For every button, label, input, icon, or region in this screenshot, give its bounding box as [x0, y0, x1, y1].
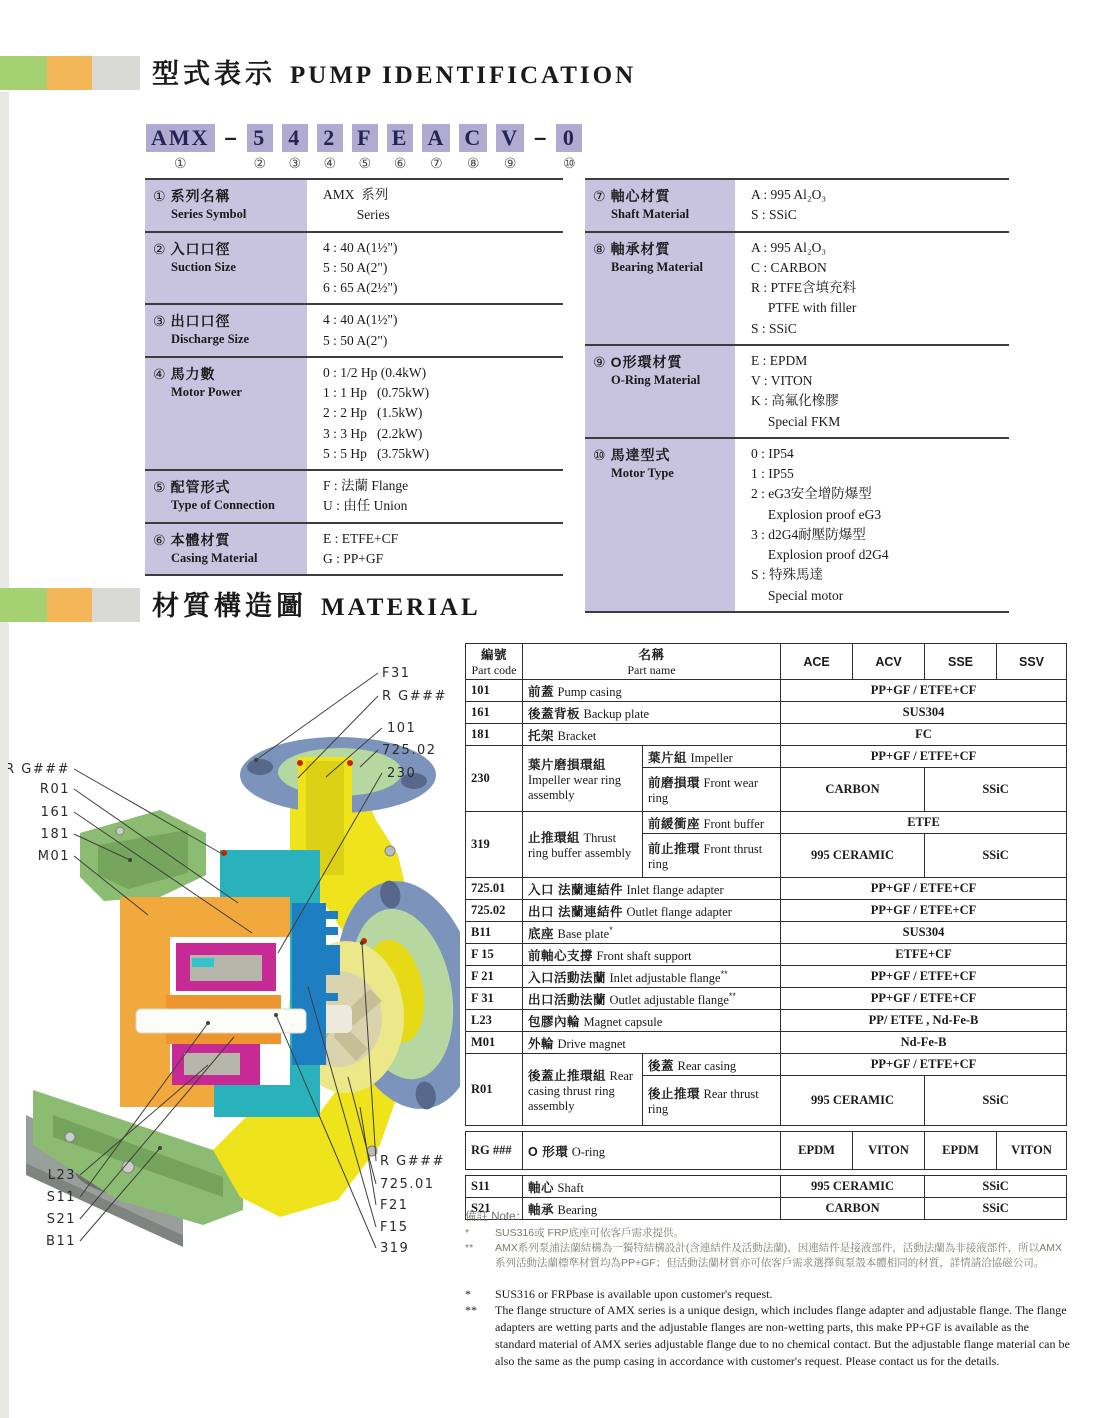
table-row: 725.01 入口 法蘭連結件 Inlet flange adapter PP+GF / ETFE+CF [466, 878, 1067, 900]
pump-cutaway-diagram [8, 645, 460, 1265]
section1-title [152, 52, 636, 91]
table-row: 前止推環 Front thrust ring 995 CERAMIC SSiC [466, 834, 1067, 878]
table-row: ① 系列名稱 Series Symbol AMX 系列 Series [145, 180, 563, 233]
spec-table-right [585, 178, 1009, 613]
term-en: Type of Connection [171, 498, 275, 512]
term-zh: 系列名稱 [170, 188, 231, 204]
term-en: Motor Type [611, 465, 674, 480]
notes-label: 備註 Note： [465, 1211, 527, 1223]
section2-title-zh: 材質構造圖 [152, 591, 307, 621]
table-row: 230 葉片磨損環組 Impeller wear ring assembly 葉片組 Impeller PP+GF / ETFE+CF [466, 746, 1067, 768]
option-line: 6 : 65 A(2½") [323, 280, 398, 295]
code-segment: 2 ④ [317, 124, 343, 172]
term-zh: 本體材質 [170, 531, 231, 548]
diagram-label: R G### [380, 1154, 445, 1169]
option-line: E : ETFE+CF [323, 530, 399, 546]
table-row: 181 托架 Bracket FC [466, 724, 1067, 746]
option-line: 3 : d2G4耐壓防爆型 [751, 526, 866, 542]
table-row: R01 後蓋止推環組 Rear casing thrust ring assembly 後蓋 Rear casing PP+GF / ETFE+CF [466, 1054, 1067, 1076]
spec-table-left [145, 178, 563, 576]
table-row: ⑧ 軸承材質 Bearing Material A : 995 Al₂O₃ C : CARBON R : PTFE含填充料 PTFE with filler S : SSiC [585, 233, 1009, 346]
code-dash: – [224, 125, 237, 150]
option-line: A : 995 Al₂O₃ [751, 239, 827, 255]
code-segment: C ⑧ [459, 124, 487, 172]
material-table-main [465, 643, 1067, 1126]
green-block [0, 56, 47, 90]
option-line: 5 : 50 A(2") [323, 259, 388, 275]
diagram-label: F31 [382, 666, 411, 681]
spec-options [307, 358, 563, 469]
option-line: Special FKM [751, 413, 841, 429]
diagram-label: M01 [37, 849, 70, 864]
diagram-label: 725.01 [380, 1177, 435, 1192]
option-line: 3 : 3 Hp (2.2kW) [323, 425, 423, 441]
table-row: 319 止推環組 Thrust ring buffer assembly 前緩衝座 Front buffer ETFE [466, 812, 1067, 834]
material-table [465, 643, 1066, 1220]
col-acv: ACV [853, 644, 925, 680]
table-row: ⑦ 軸心材質 Shaft Material A : 995 Al₂O₃ S : SSiC [585, 180, 1009, 233]
diagram-label: 230 [387, 766, 417, 781]
orange-block [47, 588, 92, 622]
table-row: F 21 入口活動法蘭 Inlet adjustable flange** PP+GF / ETFE+CF [466, 966, 1067, 988]
spec-options [307, 180, 563, 231]
option-line: 5 : 50 A(2") [323, 332, 388, 348]
table-row: ⑥ 本體材質 Casing Material E : ETFE+CF G : PP+GF [145, 524, 563, 577]
diagram-label: 725.02 [382, 743, 437, 758]
table-row: L23 包膠內輪 Magnet capsule PP/ ETFE , Nd-Fe-B [466, 1010, 1067, 1032]
option-line: G : PP+GF [323, 550, 384, 566]
code-segment: F ⑤ [352, 124, 378, 172]
table-row: 101 前蓋 Pump casing PP+GF / ETFE+CF [466, 680, 1067, 702]
table-row: 前磨損環 Front wear ring CARBON SSiC [466, 768, 1067, 812]
diagram-label: B11 [46, 1234, 76, 1249]
term-en: Discharge Size [171, 332, 250, 347]
term-en: Bearing Material [611, 259, 703, 274]
table-row: RG ### O 形環 O-ring EPDM VITON EPDM VITON [466, 1132, 1067, 1170]
option-line: 1 : IP55 [751, 466, 794, 481]
table-row: ② 入口口徑 Suction Size 4 : 40 A(1½") 5 : 50 A(2") 6 : 65 A(2½") [145, 233, 563, 306]
option-line: Explosion proof d2G4 [751, 547, 889, 562]
diagram-label: 319 [380, 1241, 410, 1256]
gray-block [92, 56, 140, 90]
table-row: ⑨ O形環材質 O-Ring Material E : EPDM V : VITON K : 高氟化橡膠 Special FKM [585, 346, 1009, 439]
option-line: 1 : 1 Hp (0.75kW) [323, 385, 430, 400]
option-line: 0 : IP54 [751, 445, 794, 461]
term-zh: 軸心材質 [610, 188, 671, 204]
spec-options [307, 471, 563, 522]
col-ace: ACE [781, 644, 853, 680]
spec-options [735, 180, 1009, 231]
option-line: S : 特殊馬達 [751, 567, 824, 583]
note-item: ** The flange structure of AMX series is a unique design, which includes flange adapter and adjustable flange. The flange adapters are wetting parts and the adjustable flanges are non-wetting parts, this make PP+GF is available as the standard material of AMX series adjustable flange due to no chemical contact. But the adjustable flange material can be also the same as the pump casing in accordance with customer's request. Please contact us for the details. [465, 1303, 1070, 1368]
table-row: 後止推環 Rear thrust ring 995 CERAMIC SSiC [466, 1076, 1067, 1126]
diagram-label: R G### [382, 689, 447, 704]
section2-title [152, 584, 481, 623]
option-line: V : VITON [751, 373, 813, 388]
shaft-shape [136, 1009, 306, 1033]
term-zh: 軸承材質 [610, 240, 671, 257]
code-segment: 4 ③ [282, 124, 308, 172]
option-line: 4 : 40 A(1½") [323, 239, 398, 255]
option-line: F : 法蘭 Flange [323, 478, 409, 493]
spec-options [307, 233, 563, 304]
spec-options [735, 346, 1009, 437]
diagram-label: R G### [8, 762, 70, 777]
section1-color-bar [0, 56, 140, 90]
term-en: Shaft Material [611, 207, 690, 221]
table-row: S11 軸心 Shaft 995 CERAMIC SSiC [466, 1176, 1067, 1198]
term-en: Suction Size [171, 259, 236, 274]
code-segment: A ⑦ [422, 124, 450, 172]
term-en: O-Ring Material [611, 372, 701, 387]
section1-title-en: PUMP IDENTIFICATION [290, 62, 637, 89]
option-line: AMX 系列 [323, 187, 389, 202]
term-en: Motor Power [171, 384, 242, 399]
option-line: U : 由任 Union [323, 498, 408, 514]
diagram-label: 161 [40, 805, 70, 820]
diagram-label: S11 [46, 1190, 76, 1205]
model-code [146, 124, 582, 172]
note-item: * SUS316 or FRPbase is available upon customer's request. [465, 1286, 773, 1301]
spec-options [307, 524, 563, 575]
spec-options [735, 233, 1009, 344]
note-item: * SUS316或 FRP底座可依客戶需求提供。 [465, 1227, 685, 1239]
option-line: S : SSiC [751, 207, 797, 223]
term-zh: 入口口徑 [170, 240, 231, 257]
term-zh: 馬力數 [170, 365, 216, 382]
diagram-label: S21 [46, 1212, 76, 1227]
orange-block [47, 56, 92, 90]
section2-title-en: MATERIAL [321, 594, 481, 621]
term-en: Series Symbol [171, 207, 247, 221]
col-ssv: SSV [997, 644, 1067, 680]
code-segment: V ⑨ [496, 124, 524, 172]
table-row: B11 底座 Base plate* SUS304 [466, 922, 1067, 944]
code-dash: – [534, 125, 547, 150]
table-row: F 15 前軸心支撐 Front shaft support ETFE+CF [466, 944, 1067, 966]
option-line: PTFE with filler [751, 300, 857, 316]
term-zh: 馬達型式 [610, 446, 671, 463]
option-line: K : 高氟化橡膠 [751, 393, 839, 409]
table-row: 725.02 出口 法蘭連結件 Outlet flange adapter PP+GF / ETFE+CF [466, 900, 1067, 922]
col-sse: SSE [925, 644, 997, 680]
table-row: ④ 馬力數 Motor Power 0 : 1/2 Hp (0.4kW) 1 : 1 Hp (0.75kW) 2 : 2 Hp (1.5kW) 3 : 3 Hp (2.2kW) 5 : 5 Hp (3.75kW) [145, 358, 563, 471]
table-row: M01 外輪 Drive magnet Nd-Fe-B [466, 1032, 1067, 1054]
option-line: S : SSiC [751, 320, 797, 336]
gray-block [92, 588, 140, 622]
table-header-row: 編號 Part code 名稱 Part name ACE ACV SSE SSV [466, 644, 1067, 680]
term-zh: 出口口徑 [170, 313, 231, 330]
table-row: F 31 出口活動法蘭 Outlet adjustable flange** PP+GF / ETFE+CF [466, 988, 1067, 1010]
option-line: 0 : 1/2 Hp (0.4kW) [323, 364, 427, 380]
section2-color-bar [0, 588, 140, 622]
option-line: 2 : 2 Hp (1.5kW) [323, 405, 423, 421]
code-segment: E ⑥ [387, 124, 414, 172]
table-row: ③ 出口口徑 Discharge Size 4 : 40 A(1½") 5 : 50 A(2") [145, 305, 563, 358]
term-zh: 配管形式 [170, 479, 231, 495]
term-en: Casing Material [171, 550, 258, 565]
option-line: Explosion proof eG3 [751, 506, 882, 522]
option-line: 5 : 5 Hp (3.75kW) [323, 445, 430, 461]
notes-section [465, 1208, 1071, 1370]
diagram-label: F15 [380, 1220, 409, 1235]
note-item: ** AMX系列泵浦法蘭結構為一獨特結構設計(含連結件及活動法蘭)，因連結件是接液部件，活動法蘭為非接液部件，所以AMX系列活動法蘭標準材質均為PP+GF；但活動法蘭材質亦可依客戶需求選擇與泵殼本體相同的材質，詳情請洽協磁公司。 [465, 1242, 1062, 1270]
diagram-label: 101 [387, 721, 417, 736]
diagram-label: 181 [40, 827, 70, 842]
spec-options [307, 305, 563, 356]
diagram-label: R01 [39, 782, 70, 797]
option-line: Special motor [751, 587, 844, 603]
diagram-label: F21 [380, 1198, 409, 1213]
code-segment: 0 ⑩ [556, 124, 582, 172]
spec-options [735, 439, 1009, 611]
table-row: ⑩ 馬達型式 Motor Type 0 : IP54 1 : IP55 2 : eG3安全增防爆型 Explosion proof eG3 3 : d2G4耐壓防爆型 Explosion proof d2G4 S : 特殊馬達 Special motor [585, 439, 1009, 613]
code-segment: 5 ② [247, 124, 273, 172]
option-line: Series [323, 207, 390, 223]
green-block [0, 588, 47, 622]
table-row: 161 後蓋背板 Backup plate SUS304 [466, 702, 1067, 724]
code-segment: AMX ① [146, 124, 215, 172]
option-line: C : CARBON [751, 259, 827, 275]
option-line: 4 : 40 A(1½") [323, 312, 398, 328]
option-line: E : EPDM [751, 352, 808, 368]
table-row: S21 軸承 Bearing CARBON SSiC [466, 1198, 1067, 1220]
section1-title-zh: 型式表示 [152, 59, 276, 89]
table-row: ⑤ 配管形式 Type of Connection F : 法蘭 Flange U : 由任 Union [145, 471, 563, 524]
option-line: 2 : eG3安全增防爆型 [751, 486, 872, 502]
material-table-oring [465, 1131, 1067, 1170]
option-line: A : 995 Al₂O₃ [751, 187, 827, 202]
option-line: R : PTFE含填充料 [751, 280, 857, 295]
diagram-label: L23 [47, 1168, 76, 1183]
term-zh: O形環材質 [610, 353, 683, 370]
